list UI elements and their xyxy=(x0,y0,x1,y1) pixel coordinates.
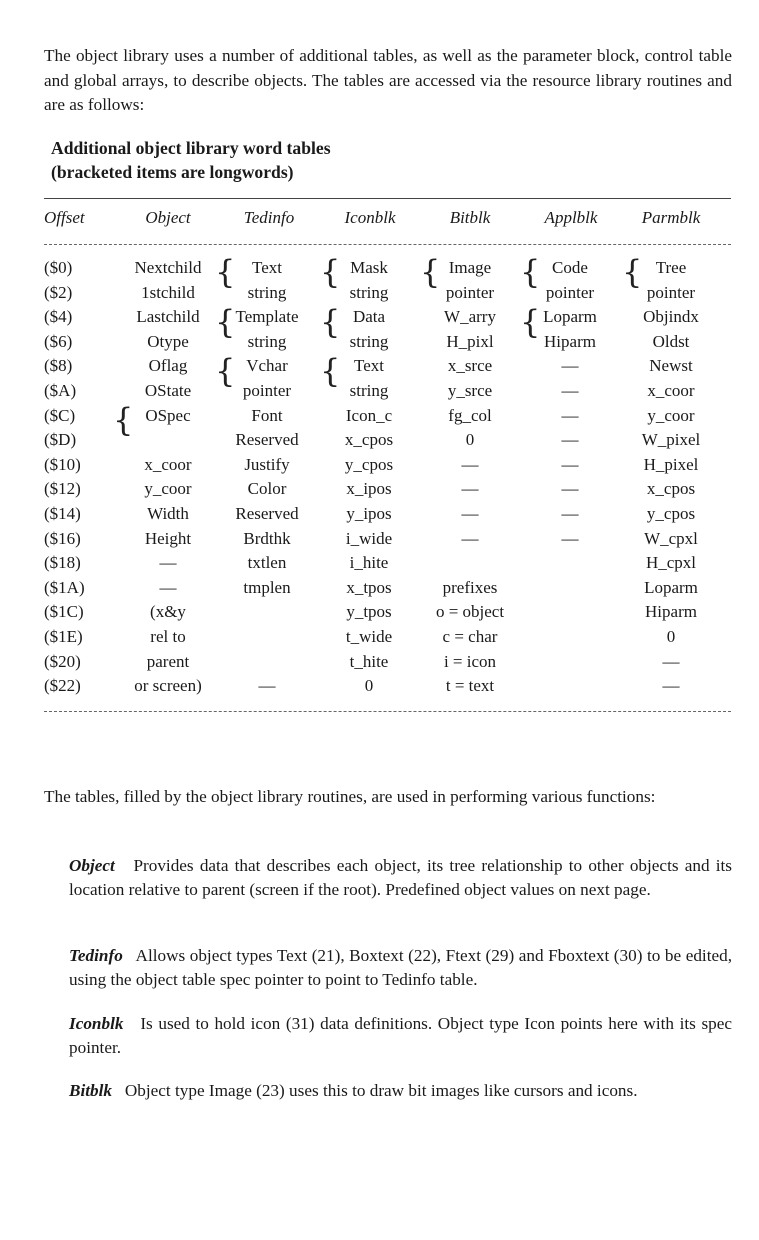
parmblk-cell: H_pixel xyxy=(643,454,699,474)
object-cell: OSpec xyxy=(145,405,191,425)
offset-cell: ($4) xyxy=(44,307,73,327)
parmblk-cell: W_pixel xyxy=(641,430,701,450)
applblk-column xyxy=(543,256,597,699)
iconblk-cell: Icon_c xyxy=(345,405,393,425)
object-cell: — xyxy=(159,577,177,597)
bitblk-cell: 0 xyxy=(465,430,475,450)
bitblk-cell: i = icon xyxy=(443,651,497,671)
parmblk-cell: Hiparm xyxy=(645,602,697,622)
parmblk-cell: x_cpos xyxy=(646,479,696,499)
bitblk-cell: — xyxy=(461,479,479,499)
longword-brace: { xyxy=(113,401,134,439)
parmblk-cell: Oldst xyxy=(652,331,690,351)
bitblk-cell: — xyxy=(461,528,479,548)
bitblk-cell: x_srce xyxy=(447,356,493,376)
offset-cell: ($0) xyxy=(44,258,73,277)
iconblk-cell: y_tpos xyxy=(346,602,392,622)
iconblk-cell: Text xyxy=(354,356,384,376)
applblk-cell: — xyxy=(561,503,579,523)
tedinfo-cell: Vchar xyxy=(246,356,288,376)
longword-brace: { xyxy=(320,352,341,390)
iconblk-cell: x_ipos xyxy=(346,479,392,499)
longword-brace: { xyxy=(520,303,541,341)
tedinfo-cell: Brdthk xyxy=(243,528,291,548)
column-header-tedinfo: Tedinfo xyxy=(243,208,295,227)
tedinfo-cell: Reserved xyxy=(235,503,299,523)
bitblk-cell: Image xyxy=(448,258,492,277)
description-term: Bitblk xyxy=(69,1081,112,1100)
offset-cell: ($C) xyxy=(44,405,76,425)
applblk-cell xyxy=(543,551,597,576)
bitblk-cell: prefixes xyxy=(442,577,498,597)
offset-cell: ($D) xyxy=(44,430,77,450)
iconblk-cell: t_wide xyxy=(345,626,393,646)
applblk-cell: Code xyxy=(552,258,588,277)
offset-cell: ($20) xyxy=(44,651,81,671)
tedinfo-cell: string xyxy=(247,331,287,351)
parmblk-column xyxy=(642,256,701,699)
iconblk-cell: y_cpos xyxy=(344,454,394,474)
object-column xyxy=(134,256,202,699)
applblk-cell: — xyxy=(561,356,579,376)
iconblk-cell: Data xyxy=(352,307,386,327)
object-cell: Lastchild xyxy=(136,307,200,327)
bitblk-cell: H_pixl xyxy=(446,331,494,351)
column-header-bitblk: Bitblk xyxy=(449,208,491,227)
applblk-cell: Loparm xyxy=(543,307,597,327)
body-intro-paragraph: The tables, filled by the object library routines, are used in performing various functions: xyxy=(44,787,656,806)
offset-cell: ($8) xyxy=(44,356,73,376)
object-cell: Height xyxy=(144,528,192,548)
tedinfo-cell xyxy=(235,600,298,625)
tedinfo-cell: — xyxy=(258,676,276,696)
column-header-offset: Offset xyxy=(44,208,85,227)
offset-cell: ($14) xyxy=(44,503,81,523)
object-cell: Otype xyxy=(147,331,189,351)
offset-cell: ($1A) xyxy=(44,577,85,597)
bitblk-cell: pointer xyxy=(445,282,495,302)
iconblk-cell: x_cpos xyxy=(344,430,394,450)
tedinfo-cell: string xyxy=(247,282,287,302)
table-top-rule xyxy=(44,198,731,199)
iconblk-cell: x_tpos xyxy=(346,577,392,597)
iconblk-column xyxy=(345,256,393,699)
applblk-cell: Hiparm xyxy=(544,331,596,351)
longword-brace: { xyxy=(320,303,341,341)
tedinfo-column xyxy=(235,256,298,699)
description-text: Allows object types Text (21), Boxtext (22), Ftext (29) and Fboxtext (30) to be edited, using the object table spec pointer to point to Tedinfo table. xyxy=(69,946,732,989)
parmblk-cell: H_cpxl xyxy=(645,553,697,573)
description-term: Object xyxy=(69,856,115,875)
object-cell xyxy=(134,428,202,453)
object-cell: 1stchild xyxy=(141,282,195,302)
bitblk-cell xyxy=(436,551,504,576)
iconblk-cell: t_hite xyxy=(349,651,389,671)
table-header-rule xyxy=(44,244,731,245)
offset-cell: ($16) xyxy=(44,528,81,548)
parmblk-cell: y_cpos xyxy=(646,503,696,523)
object-cell: or screen) xyxy=(134,676,202,696)
offset-column xyxy=(44,256,85,699)
parmblk-cell: y_coor xyxy=(647,405,695,425)
object-cell: y_coor xyxy=(144,479,192,499)
bitblk-cell: fg_col xyxy=(448,405,492,425)
tedinfo-cell: Template xyxy=(235,307,299,327)
tedinfo-cell: Reserved xyxy=(235,430,299,450)
bitblk-cell: c = char xyxy=(442,626,498,646)
object-cell: (x&y xyxy=(150,602,186,622)
object-cell: Width xyxy=(147,503,189,523)
offset-cell: ($12) xyxy=(44,479,81,499)
parmblk-cell: — xyxy=(662,651,680,671)
applblk-cell: — xyxy=(561,380,579,400)
object-cell: parent xyxy=(146,651,190,671)
parmblk-cell: W_cpxl xyxy=(644,528,698,548)
description-iconblk xyxy=(69,1012,732,1059)
tedinfo-cell: txtlen xyxy=(247,553,287,573)
applblk-cell: — xyxy=(561,528,579,548)
object-cell: rel to xyxy=(150,626,186,646)
description-term: Tedinfo xyxy=(69,946,123,965)
iconblk-cell: i_hite xyxy=(349,553,389,573)
offset-cell: ($1E) xyxy=(44,626,83,646)
applblk-cell: — xyxy=(561,479,579,499)
longword-brace: { xyxy=(215,303,236,341)
table-heading-line-2: (bracketed items are longwords) xyxy=(51,162,294,182)
longword-brace: { xyxy=(215,253,236,291)
table-heading xyxy=(51,136,551,184)
parmblk-cell: 0 xyxy=(666,626,676,646)
column-header-object: Object xyxy=(145,208,191,227)
applblk-cell xyxy=(543,576,597,601)
object-cell: x_coor xyxy=(144,454,192,474)
description-bitblk xyxy=(69,1079,732,1103)
bitblk-column xyxy=(436,256,504,699)
parmblk-cell: pointer xyxy=(646,282,696,302)
parmblk-cell: Objindx xyxy=(643,307,699,327)
parmblk-cell: Loparm xyxy=(644,577,698,597)
object-cell: — xyxy=(159,553,177,573)
bitblk-cell: t = text xyxy=(445,676,495,696)
tedinfo-cell: pointer xyxy=(242,380,292,400)
longword-brace: { xyxy=(622,253,643,291)
offset-cell: ($1C) xyxy=(44,602,84,622)
table-heading-line-1: Additional object library word tables xyxy=(51,138,331,158)
description-object xyxy=(69,854,732,901)
description-text: Is used to hold icon (31) data definitions. Object type Icon points here with its spec pointer. xyxy=(69,1014,733,1057)
offset-cell: ($2) xyxy=(44,282,73,302)
tedinfo-cell: Text xyxy=(252,258,282,277)
bitblk-cell: o = object xyxy=(435,602,505,622)
intro-paragraph: The object library uses a number of additional tables, as well as the parameter block, control table and global arrays, to describe objects. The tables are accessed via the resource library routines and are as follows: xyxy=(44,46,732,114)
offset-cell: ($A) xyxy=(44,380,77,400)
applblk-cell: — xyxy=(561,454,579,474)
offset-cell: ($10) xyxy=(44,454,81,474)
applblk-cell: — xyxy=(561,405,579,425)
iconblk-cell: string xyxy=(349,380,389,400)
longword-brace: { xyxy=(215,352,236,390)
description-term: Iconblk xyxy=(69,1014,124,1033)
iconblk-cell: Mask xyxy=(350,258,388,277)
description-tedinfo xyxy=(69,944,732,991)
column-header-iconblk: Iconblk xyxy=(344,208,396,227)
iconblk-cell: 0 xyxy=(364,676,374,696)
bitblk-cell: y_srce xyxy=(447,380,493,400)
tedinfo-cell: tmplen xyxy=(243,577,291,597)
applblk-cell: pointer xyxy=(545,282,595,302)
applblk-cell: — xyxy=(561,430,579,450)
offset-cell: ($18) xyxy=(44,553,81,573)
longword-brace: { xyxy=(420,253,441,291)
iconblk-cell: y_ipos xyxy=(346,503,392,523)
description-text: Provides data that describes each object, its tree relationship to other objects and its location relative to parent (screen if the root). Predefined object values on next page. xyxy=(69,856,732,899)
applblk-cell xyxy=(543,625,597,650)
table-bottom-rule xyxy=(44,711,731,712)
iconblk-cell: string xyxy=(349,282,389,302)
column-header-applblk: Applblk xyxy=(544,208,598,227)
longword-brace: { xyxy=(320,253,341,291)
object-cell: Nextchild xyxy=(134,258,202,277)
longword-brace: { xyxy=(520,253,541,291)
parmblk-cell: Tree xyxy=(655,258,687,277)
bitblk-cell: — xyxy=(461,454,479,474)
tedinfo-cell xyxy=(235,650,298,675)
object-cell: OState xyxy=(144,380,192,400)
description-text: Object type Image (23) uses this to draw bit images like cursors and icons. xyxy=(124,1081,638,1100)
bitblk-cell: W_arry xyxy=(444,307,496,327)
object-cell: Oflag xyxy=(148,356,188,376)
tedinfo-cell: Font xyxy=(251,405,283,425)
tedinfo-cell xyxy=(235,625,298,650)
tedinfo-cell: Color xyxy=(247,479,287,499)
offset-cell: ($22) xyxy=(44,676,81,696)
iconblk-cell: i_wide xyxy=(345,528,393,548)
applblk-cell xyxy=(543,674,597,699)
column-header-parmblk: Parmblk xyxy=(641,208,701,227)
iconblk-cell: string xyxy=(349,331,389,351)
bitblk-cell: — xyxy=(461,503,479,523)
parmblk-cell: x_coor xyxy=(647,380,695,400)
parmblk-cell: — xyxy=(662,676,680,696)
tedinfo-cell: Justify xyxy=(244,454,290,474)
applblk-cell xyxy=(543,600,597,625)
offset-cell: ($6) xyxy=(44,331,73,351)
applblk-cell xyxy=(543,650,597,675)
parmblk-cell: Newst xyxy=(649,356,693,376)
